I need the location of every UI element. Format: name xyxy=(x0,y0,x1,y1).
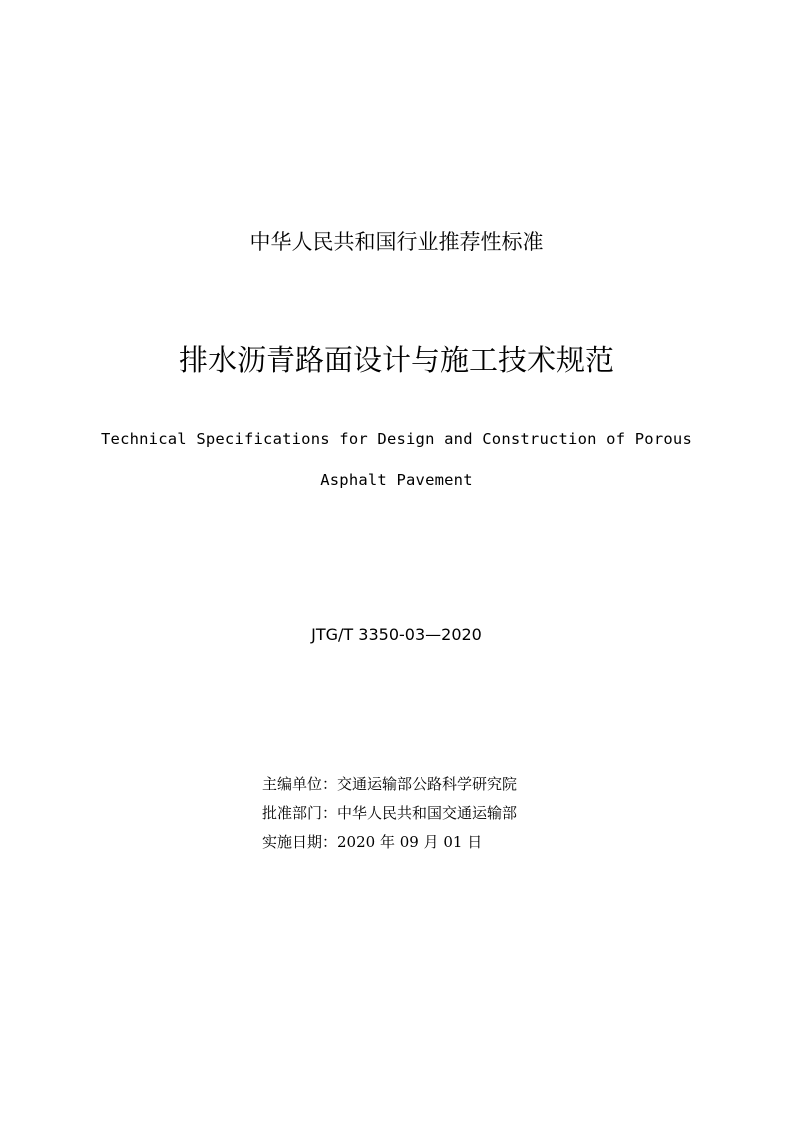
info-row-approver xyxy=(262,801,517,830)
info-value: 2020 年 09 月 01 日 xyxy=(337,833,483,851)
standard-code: JTG/T 3350-03—2020 xyxy=(311,625,482,644)
document-title-zh: 排水沥青路面设计与施工技术规范 xyxy=(178,343,614,377)
document-title-en-line1: Technical Specifications for Design and Construction of Porous xyxy=(101,430,692,448)
info-label: 主编单位： xyxy=(262,775,338,793)
info-label: 批准部门： xyxy=(262,804,338,822)
document-info xyxy=(262,772,517,859)
info-row-effective-date xyxy=(262,830,517,859)
standard-category: 中华人民共和国行业推荐性标准 xyxy=(249,230,544,254)
info-label: 实施日期： xyxy=(262,833,338,851)
info-value: 交通运输部公路科学研究院 xyxy=(337,775,518,793)
info-row-editor xyxy=(262,772,517,801)
document-title-en-line2: Asphalt Pavement xyxy=(320,471,473,489)
info-value: 中华人民共和国交通运输部 xyxy=(337,804,518,822)
